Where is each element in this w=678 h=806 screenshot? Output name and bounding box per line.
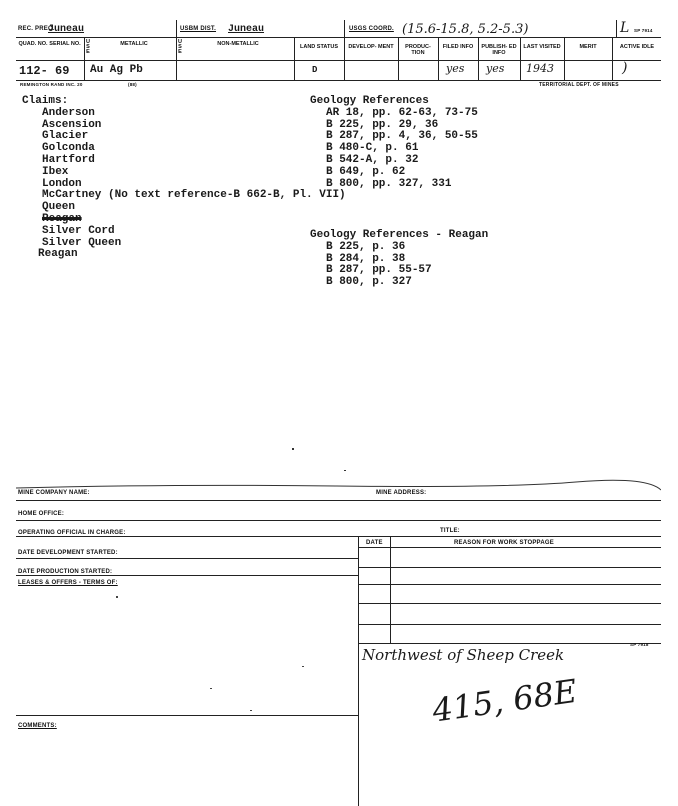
handwritten-location: Northwest of Sheep Creek [362,646,565,664]
claim-item: McCartney (No text reference-B 662-B, Pl. VII) [42,189,346,202]
claim-item: Glacier [42,130,89,143]
published-info-value: yes [486,62,505,75]
claim-item: Hartford [42,153,95,166]
geology-ref-item: B 542-A, p. 32 [326,153,419,166]
claims-section [22,95,346,261]
col-active-idle: ACTIVE IDLE [619,44,655,50]
lower-form [16,478,661,806]
col-use-2: U S E [178,39,182,55]
handwritten-number: 415, 68E [430,671,580,730]
territorial-dept: TERRITORIAL DEPT. OF MINES [539,82,619,88]
usbm-dist-value: Juneau [228,24,265,35]
mine-company-name-label: MINE COMPANY NAME: [18,490,90,496]
form-number: SP 7918 [630,642,649,647]
geology-ref-reagan-item: B 800, p. 327 [326,276,412,289]
rec-prec-value: Juneau [48,24,85,35]
geology-ref-reagan-item: B 225, p. 36 [326,240,406,253]
col-production: PRODUC- TION [405,44,431,56]
claim-item: Silver Queen [42,236,122,249]
col-development: DEVELOP- MENT [348,44,394,50]
comments-label: COMMENTS: [18,723,57,729]
claim-item: Golconda [42,142,95,155]
speck [292,448,294,450]
col-filed-info: FILED INFO [442,44,474,50]
col-nonmetallic: NON-METALLIC [217,41,259,47]
speck [210,688,212,689]
active-idle-mark: ) [622,60,628,76]
header-strip [16,20,661,90]
col-metallic: METALLIC [120,41,148,47]
speck [116,596,118,598]
leases-offers-label: LEASES & OFFERS - TERMS OF: [18,580,118,586]
geology-ref-item: B 225, pp. 29, 36 [326,118,439,131]
col-last-visited: LAST VISITED [523,44,561,50]
printer-imprint: REMINGTON RAND INC. 20 [20,82,83,87]
rec-prec-label: REC. PREC. [18,26,55,32]
usgs-coord-value: (15.6-15.8, 5.2-5.3) [402,22,529,37]
operating-official-label: OPERATING OFFICIAL IN CHARGE: [18,530,126,536]
title-label: TITLE: [440,528,460,534]
metallic-value: Au Ag Pb [90,64,143,76]
mine-address-label: MINE ADDRESS: [376,490,427,496]
col-quad-no: QUAD. NO. [18,41,48,47]
geology-ref-reagan-item: B 287, pp. 55-57 [326,264,432,277]
col-serial-no: SERIAL NO. [49,41,81,47]
claim-item: Silver Cord [42,224,115,237]
geology-ref-item: AR 18, pp. 62-63, 73-75 [326,106,478,119]
land-status-value: D [312,65,318,75]
claim-item: Anderson [42,106,95,119]
corner-mark: L [620,20,630,36]
speck [250,710,252,711]
corner-form-number: SP 7914 [634,28,653,33]
usgs-coord-label: USGS COORD. [349,26,394,32]
claims-heading: Claims: [22,95,69,107]
claim-item-struck: Reagan [42,212,82,225]
claim-item: Reagan [38,248,78,261]
geology-ref-reagan-item: B 284, p. 38 [326,252,406,265]
geology-references [310,96,570,190]
torn-edge [16,478,661,492]
geology-refs-reagan-heading: Geology References - Reagan [310,229,489,241]
date-column-header: DATE [366,540,383,546]
speck [302,666,304,667]
col-merit: MERIT [579,44,597,50]
col-published-info: PUBLISH- ED INFO [481,44,517,56]
last-visited-value: 1943 [526,62,554,75]
usbm-dist-label: USBM DIST. [180,26,217,32]
quad-serial-value: 112- 69 [19,64,70,78]
printer-code: (88) [128,82,137,87]
col-land-status: LAND STATUS [300,44,338,50]
speck [344,470,346,471]
date-dev-started-label: DATE DEVELOPMENT STARTED: [18,550,118,556]
claim-item: London [42,177,82,190]
geology-refs-heading: Geology References [310,95,429,107]
home-office-label: HOME OFFICE: [18,511,65,517]
geology-ref-item: B 480-C, p. 61 [326,142,419,155]
geology-ref-item: B 649, p. 62 [326,165,406,178]
geology-references-reagan [310,230,570,289]
claim-item: Ibex [42,165,69,178]
geology-ref-item: B 287, pp. 4, 36, 50-55 [326,130,478,143]
date-prod-started-label: DATE PRODUCTION STARTED: [18,569,113,575]
claim-item: Ascension [42,118,102,131]
filed-info-value: yes [446,62,465,75]
col-use: U S E [86,39,90,55]
reason-column-header: REASON FOR WORK STOPPAGE [454,540,554,546]
claim-item: Queen [42,201,76,214]
geology-ref-item: B 800, pp. 327, 331 [326,177,452,190]
